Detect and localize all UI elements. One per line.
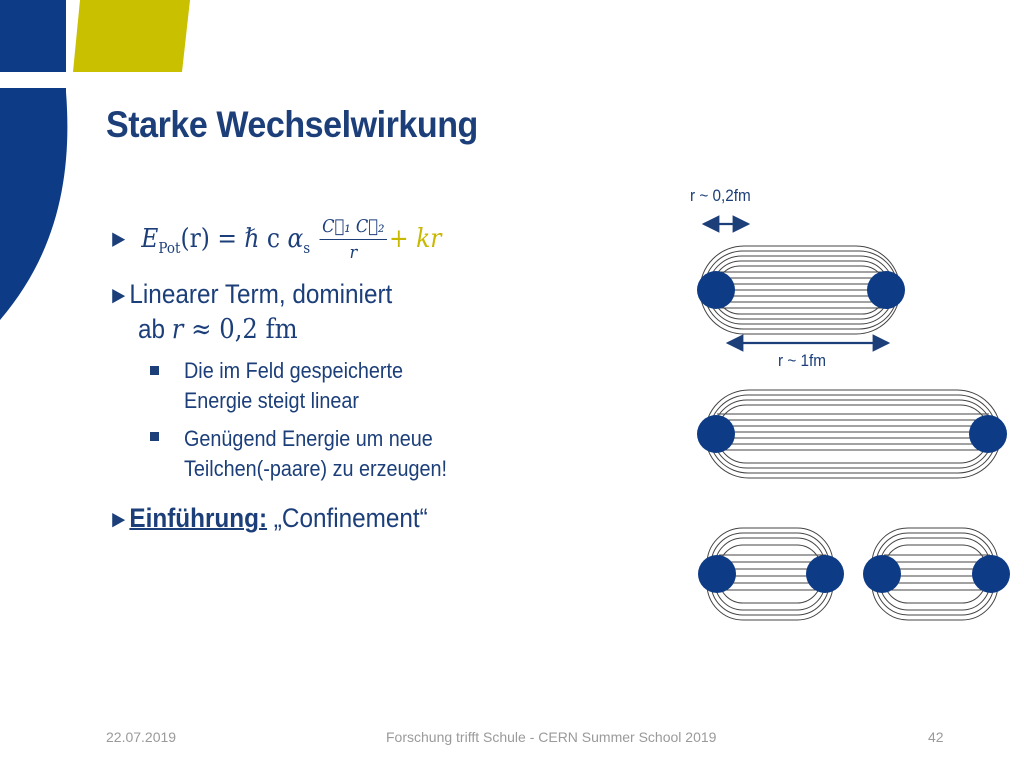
quark-circle <box>867 271 905 309</box>
linear-term-ab: ab <box>138 314 172 344</box>
label-long-distance: r ~ 1fm <box>778 351 827 370</box>
formula-lhs: (r) = <box>180 223 245 254</box>
quark-circle <box>969 415 1007 453</box>
linear-term-r: r <box>171 314 184 345</box>
formula-alpha: α <box>287 223 304 254</box>
arrow-right-icon: ► <box>108 282 130 309</box>
sub-bullet-text: Genügend Energie um neue <box>184 426 433 451</box>
formula-e: E <box>141 223 159 254</box>
linear-term-text: Linearer Term, dominiert <box>129 279 393 309</box>
formula-numerator: C⃗₁ C⃗₂ <box>319 216 387 240</box>
arrow-right-icon: ► <box>108 506 130 533</box>
confinement-label: Einführung: <box>129 503 268 533</box>
formula-linear-term: + kr <box>389 223 442 254</box>
label-short-distance: r ~ 0,2fm <box>690 186 751 205</box>
quark-circle <box>698 555 736 593</box>
quark-circle <box>806 555 844 593</box>
quark-circle <box>697 415 735 453</box>
formula-c: c <box>259 223 288 254</box>
arrow-right-icon: ► <box>108 225 130 253</box>
flux-tube-stretched <box>705 390 1001 478</box>
formula-denominator: r <box>349 242 358 263</box>
quark-circle <box>863 555 901 593</box>
footer-date: 22.07.2019 <box>106 729 177 745</box>
footer-title: Forschung trifft Schule - CERN Summer School 2019 <box>386 729 717 745</box>
formula-alpha-sub: s <box>303 238 311 257</box>
sub-bullet-text: Die im Feld gespeicherte <box>184 358 404 383</box>
formula-e-sub: Pot <box>158 238 181 257</box>
footer-page-number: 42 <box>928 729 944 745</box>
formula-hbar: ℏ <box>244 223 260 254</box>
sub-bullet-text: Energie steigt linear <box>184 388 360 413</box>
slide-title: Starke Wechselwirkung <box>106 104 478 145</box>
sub-bullet-text: Teilchen(-paare) zu erzeugen! <box>184 456 448 481</box>
quark-circle <box>972 555 1010 593</box>
linear-term-approx: ≈ 0,2 fm <box>183 314 298 345</box>
confinement-text: „Confinement“ <box>267 503 428 533</box>
quark-circle <box>697 271 735 309</box>
